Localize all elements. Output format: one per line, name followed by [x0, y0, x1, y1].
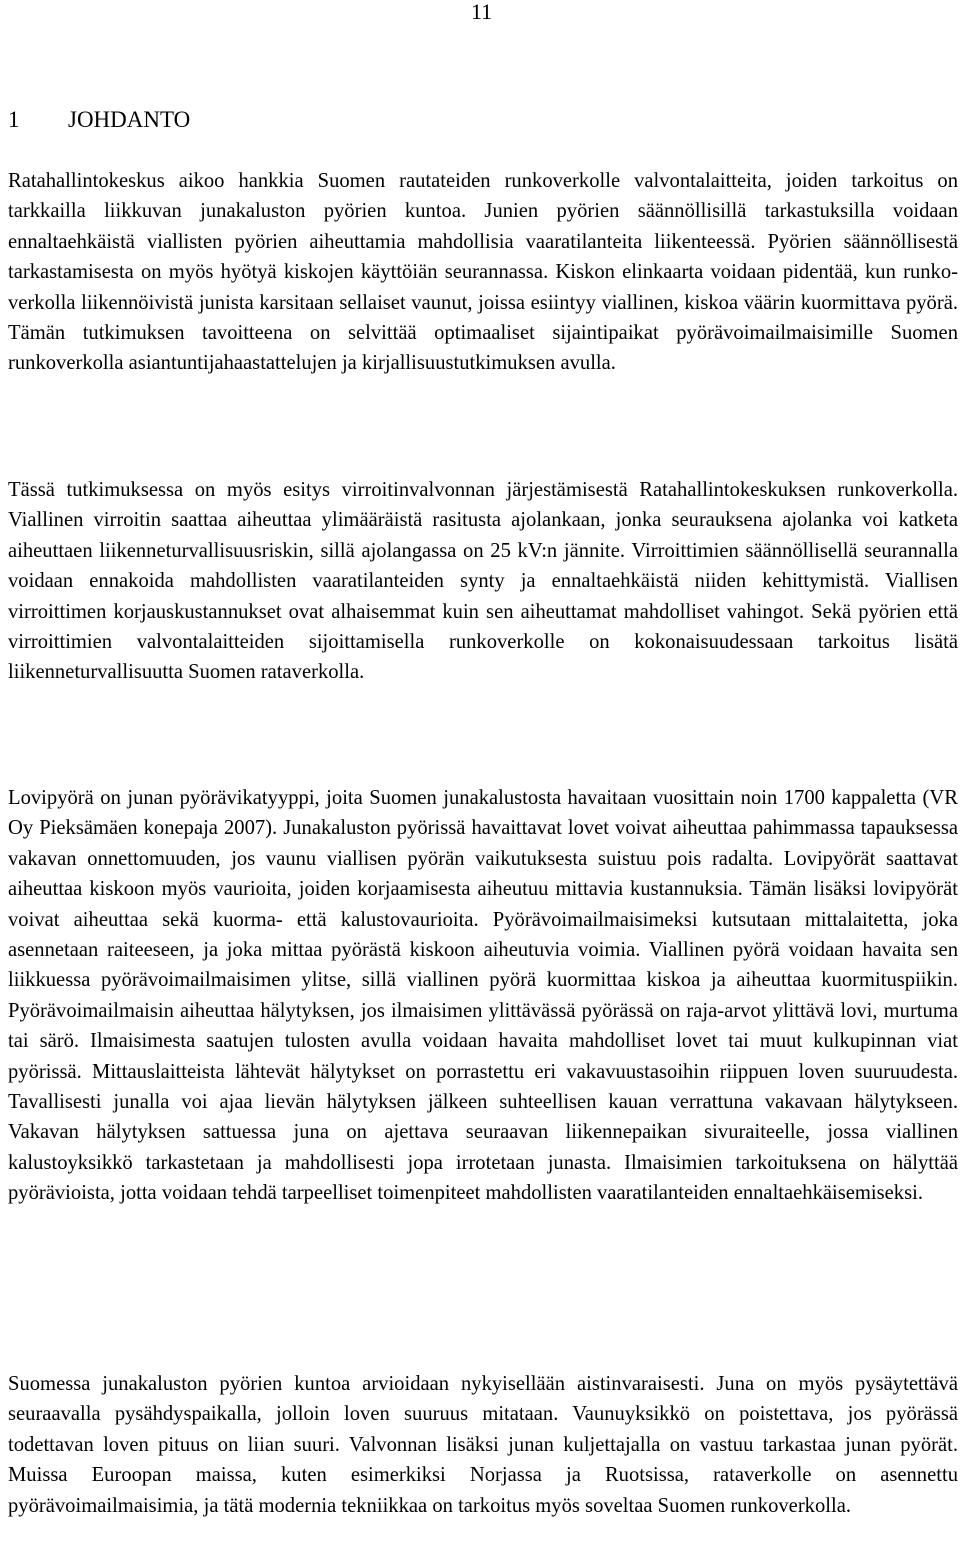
chapter-heading [8, 106, 190, 134]
paragraph-wheel-flat: Lovipyörä on junan pyörävikatyyppi, joita Suomen junakalustosta havaitaan vuosittain noin 1700 kappaletta (VR Oy Pieksämäen konepaja 2007). Junakaluston pyörissä havaittavat lovet voivat aiheuttaa pahimmassa tapauksessa vakavan onnettomuuden, jos vaunu viallisen pyörän vaikutuksesta suistuu pois radalta. Lovipyörät saattavat aiheuttaa kiskoon myös vaurioita, joiden korjaamisesta aiheutuu mittavia kustannuksia. Tämän lisäksi lovipyörät voivat aiheuttaa sekä kuorma- että kalustovaurioita. Pyörävoimailmaisimeksi kutsutaan mittalaitetta, joka asennetaan raiteeseen, ja joka mittaa pyörästä kiskoon aiheutuvia voimia. Viallinen pyörä voidaan havaita sen liikkuessa pyörävoimailmaisimen ylitse, sillä viallinen pyörä kuormittaa kiskoa ja aiheuttaa kuormituspiikin. Pyörävoimailmaisin aiheuttaa hälytyksen, jos ilmaisimen ylittävässä pyörässä on raja-arvot ylittävä lovi, murtuma tai särö. Ilmaisimesta saatujen tulosten avulla voidaan havaita mahdolliset lovet tai muut kulkupinnan viat pyörissä. Mittauslaitteista lähtevät hälytykset on porrastettu eri vakavuustasoihin riippuen loven suuruudesta. Tavallisesti junalla voi ajaa lievän hälytyksen jälkeen suhteellisen kauan verrattuna vakavaan hälytykseen. Vakavan hälytyksen sattuessa juna on ajettava seuraavan liikennepaikan sivuraiteelle, jossa viallinen kalustoyksikkö tarkastetaan ja mahdollisesti jopa irrotetaan junasta. Ilmaisimien tarkoituksena on hälyttää pyörävioista, jotta voidaan tehdä tarpeelliset toimenpiteet mahdollisten vaaratilanteiden ennaltaehkäisemiseksi. [8, 787, 958, 1205]
chapter-number: 1 [8, 107, 20, 132]
paragraph-pantograph: Tässä tutkimuksessa on myös esitys virroitinvalvonnan järjestämisestä Ratahallintokeskuksen runkoverkolla. Viallinen virroitin saattaa aiheuttaa ylimääräistä rasitusta ajolankaan, jonka seurauksena ajolanka voi katketa aiheuttaen liikenneturvallisuusriskin, sillä ajolangassa on 25 kV:n jännite. Virroittimien säännöllisellä seurannalla voidaan ennakoida mahdollisten vaaratilanteiden synty ja ennaltaehkäistä niiden kehittymistä. Viallisen virroittimen korjauskustannukset ovat alhaisemmat kuin sen aiheuttamat mahdolliset vahingot. Sekä pyörien että virroittimien valvontalaitteiden sijoittamisella runkoverkolle on kokonaisuudessaan tarkoitus lisätä liikenneturvallisuutta Suomen rataverkolla. [8, 479, 958, 684]
page-number: 11 [471, 0, 493, 24]
paragraph-intro: Ratahallintokeskus aikoo hankkia Suomen rautateiden runkoverkolle valvontalaitteita, joiden tarkoitus on tarkkailla liikkuvan junakaluston pyörien kuntoa. Junien pyörien säännöllisillä tarkastuksilla voidaan ennaltaehkäistä viallisten pyörien aiheuttamia mahdollisia vaaratilanteita liikenteessä. Pyörien säännöllisestä tarkastamisesta on myös hyötyä kiskojen käyttöiän seurannassa. Kiskon elinkaarta voidaan pidentää, kun runkoverkolla liikennöivistä junista karsitaan sellaiset vaunut, joissa esiintyy viallinen, kiskoa väärin kuormittava pyörä. Tämän tutkimuksen tavoitteena on selvittää optimaaliset sijaintipaikat pyörävoimailmaisimille Suomen runkoverkolla asiantuntijahaastattelujen ja kirjallisuustutkimuksen avulla. [8, 170, 958, 375]
paragraph-current-practice: Suomessa junakaluston pyörien kuntoa arvioidaan nykyisellään aistinvaraisesti. Juna on myös pysäytettävä seuraavalla pysähdyspaikalla, jolloin loven suuruus mitataan. Vaunuyksikkö on poistettava, jos pyörässä todettavan loven pituus on liian suuri. Valvonnan lisäksi junan kuljettajalla on vastuu tarkastaa junan pyörät. Muissa Euroopan maissa, kuten esimerkiksi Norjassa ja Ruotsissa, rataverkolle on asennettu pyörävoimailmaisimia, ja tätä modernia tekniikkaa on tarkoitus myös soveltaa Suomen runkoverkolla. [8, 1373, 958, 1517]
chapter-title: JOHDANTO [68, 107, 191, 132]
